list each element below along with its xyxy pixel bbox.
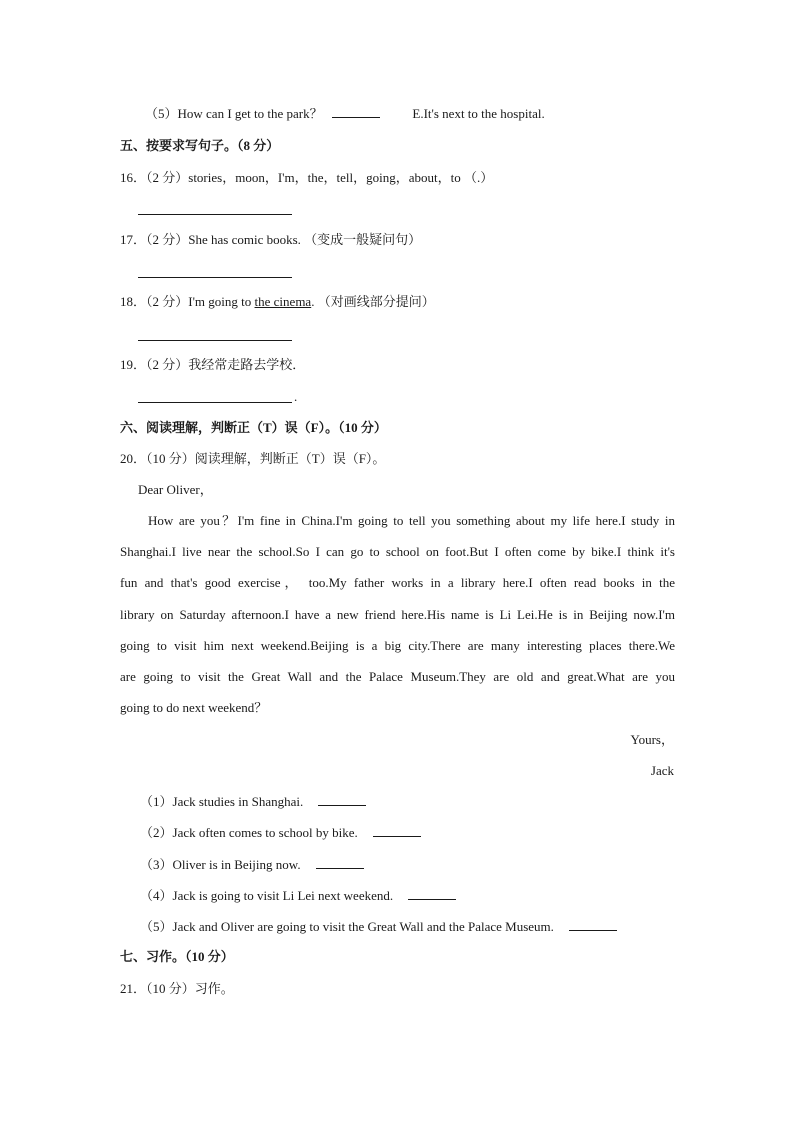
- question-21: 21．（10 分）习作。: [120, 981, 234, 996]
- letter-line: going to visit him next weekend.Beijing is a big city.There are many interesting places there.We: [120, 637, 675, 653]
- underlined-phrase: the cinema: [254, 294, 312, 309]
- answer-blank[interactable]: [373, 824, 421, 837]
- matching-item-5: （5）How can I get to the park？ E.It's next to the hospital.: [145, 106, 545, 121]
- answer-line-16[interactable]: [138, 214, 292, 215]
- answer-blank[interactable]: [316, 856, 364, 869]
- answer-blank[interactable]: [332, 105, 380, 118]
- section-7-title: 七、习作。（10 分）: [120, 949, 234, 964]
- letter-line: fun and that's good exercise， too.My father works in a library here.I often read books in the: [120, 575, 675, 591]
- letter-line: Shanghai.I live near the school.So I can go to school on foot.But I often come by bike.I think it's: [120, 544, 675, 560]
- question-18: 18．（2 分）I'm going to the cinema. （对画线部分提问）: [120, 294, 435, 309]
- answer-blank[interactable]: [318, 793, 366, 806]
- judgement-item-4: （4）Jack is going to visit Li Lei next weekend.: [140, 886, 456, 906]
- section-6-title: 六、阅读理解，判断正（T）误（F）。（10 分）: [120, 420, 387, 435]
- letter-line: are going to visit the Great Wall and the Palace Museum.They are old and great.What are you: [120, 668, 675, 684]
- judgement-item-2: （2）Jack often comes to school by bike.: [140, 823, 421, 843]
- letter-signature: Jack: [650, 763, 674, 778]
- answer-line-19-period: .: [294, 389, 298, 404]
- letter-closing: Yours，: [630, 732, 674, 747]
- answer-blank[interactable]: [569, 918, 617, 931]
- answer-line-18[interactable]: [138, 340, 292, 341]
- answer-blank[interactable]: [408, 887, 456, 900]
- letter-greeting: Dear Oliver，: [138, 482, 213, 497]
- judgement-item-5: （5）Jack and Oliver are going to visit the Great Wall and the Palace Museum.: [140, 917, 617, 937]
- answer-line-19[interactable]: [138, 402, 292, 403]
- letter-line: library on Saturday afternoon.I have a new friend here.His name is Li Lei.He is in Beijing now.I'm: [120, 606, 675, 622]
- letter-line: How are you？I'm fine in China.I'm going to tell you something about my life here.I study in: [148, 513, 675, 528]
- judgement-item-3: （3）Oliver is in Beijing now.: [140, 855, 364, 875]
- question-17: 17．（2 分）She has comic books. （变成一般疑问句）: [120, 232, 422, 247]
- question-19: 19．（2 分）我经常走路去学校．: [120, 357, 306, 372]
- question-20: 20．（10 分）阅读理解，判断正（T）误（F）。: [120, 451, 386, 466]
- question-16: 16．（2 分）stories，moon，I'm，the，tell，going，about，to （.）: [120, 170, 494, 185]
- judgement-item-1: （1）Jack studies in Shanghai.: [140, 792, 366, 812]
- letter-line: going to do next weekend？: [120, 700, 268, 716]
- section-5-title: 五、按要求写句子。（8 分）: [120, 138, 280, 153]
- letter-body: [120, 505, 675, 723]
- answer-line-17[interactable]: [138, 277, 292, 278]
